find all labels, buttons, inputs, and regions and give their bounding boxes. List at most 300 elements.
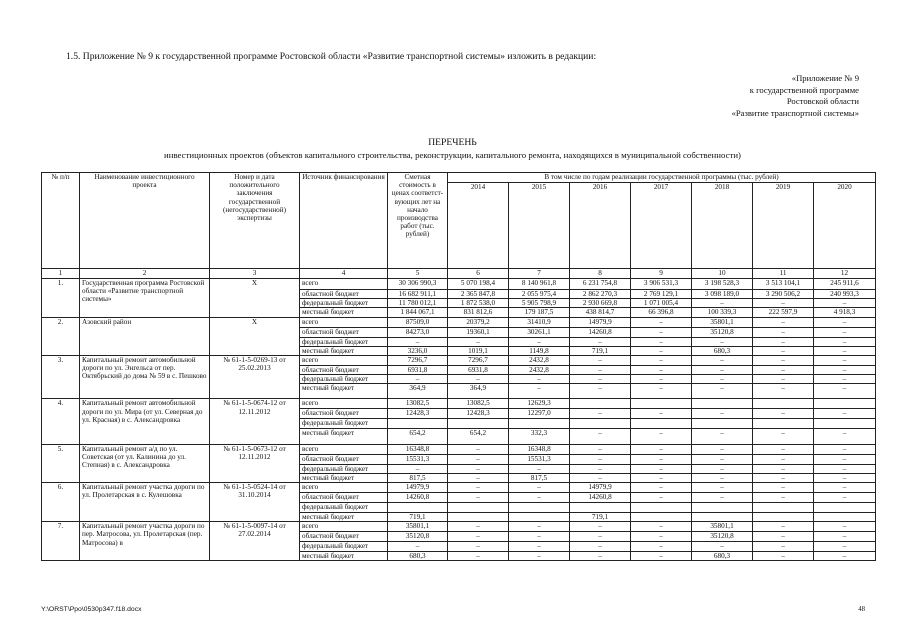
cost-cell: 14979,9 <box>388 483 448 493</box>
funding-source: областной бюджет <box>300 290 388 299</box>
year-value-cell: – <box>631 552 692 561</box>
year-value-cell <box>570 399 631 409</box>
funding-source: федеральный бюджет <box>300 464 388 473</box>
year-value-cell: – <box>692 493 753 503</box>
year-value-cell: – <box>570 428 631 444</box>
year-value-cell: – <box>631 483 692 493</box>
column-numbers-row <box>42 269 876 279</box>
year-value-cell: – <box>814 483 876 493</box>
year-value-cell: 2 930 669,8 <box>570 299 631 308</box>
year-value-cell: – <box>448 464 509 473</box>
year-value-cell: – <box>570 356 631 366</box>
year-value-cell: – <box>631 532 692 542</box>
year-value-cell: – <box>570 464 631 473</box>
year-value-cell: – <box>753 522 814 532</box>
year-value-cell: – <box>631 473 692 482</box>
appendix-line: «Приложение № 9 <box>791 73 859 83</box>
year-value-cell: 5 905 798,9 <box>509 299 570 308</box>
year-value-cell: – <box>448 532 509 542</box>
header-year: 2020 <box>814 183 876 269</box>
year-value-cell <box>753 513 814 522</box>
year-value-cell: – <box>509 522 570 532</box>
year-value-cell: – <box>692 473 753 482</box>
year-value-cell: – <box>631 428 692 444</box>
year-value-cell: – <box>509 532 570 542</box>
funding-source: местный бюджет <box>300 346 388 355</box>
year-value-cell: – <box>631 366 692 375</box>
column-number: 6 <box>448 269 509 279</box>
year-value-cell: 3 198 528,3 <box>692 279 753 290</box>
project-name: Капитальный ремонт автомобильной дороги по ул. Мира (от ул. Северная до ул. Красная) в с. Александровка <box>80 399 210 444</box>
year-value-cell: – <box>753 356 814 366</box>
year-value-cell: – <box>753 483 814 493</box>
year-value-cell: – <box>631 542 692 552</box>
appendix-heading <box>639 73 859 119</box>
cost-cell: – <box>388 337 448 346</box>
header-year: 2017 <box>631 183 692 269</box>
year-value-cell <box>570 419 631 428</box>
column-number: 12 <box>814 269 876 279</box>
funding-source: всего <box>300 279 388 290</box>
year-value-cell: 2432,8 <box>509 366 570 375</box>
year-value-cell: – <box>753 366 814 375</box>
year-value-cell: – <box>448 337 509 346</box>
year-value-cell: – <box>753 346 814 355</box>
year-value-cell: 3 513 104,1 <box>753 279 814 290</box>
year-value-cell <box>814 419 876 428</box>
year-value-cell: 19360,1 <box>448 327 509 337</box>
funding-source: местный бюджет <box>300 552 388 561</box>
year-value-cell: – <box>814 532 876 542</box>
year-value-cell <box>448 419 509 428</box>
project-expertise: № 61-1-5-0674-12 от 12.11.2012 <box>210 399 300 444</box>
project-name: Капитальный ремонт автомобильной дороги по ул. Энгельса от пер. Октябрьский до дома № 59 в с. Пешково <box>80 356 210 399</box>
project-expertise: № 61-1-5-0097-14 от 27.02.2014 <box>210 522 300 561</box>
funding-source: федеральный бюджет <box>300 503 388 513</box>
project-number: 5. <box>42 444 80 482</box>
year-value-cell <box>692 419 753 428</box>
year-value-cell: 817,5 <box>509 473 570 482</box>
cost-cell: – <box>388 464 448 473</box>
year-value-cell: – <box>753 532 814 542</box>
cost-cell: 364,9 <box>388 384 448 399</box>
year-value-cell <box>509 503 570 513</box>
year-value-cell: – <box>570 542 631 552</box>
year-value-cell: – <box>814 346 876 355</box>
cost-cell: 3236,0 <box>388 346 448 355</box>
year-value-cell: 35120,8 <box>692 327 753 337</box>
year-value-cell: – <box>692 375 753 384</box>
year-value-cell: 35801,1 <box>692 522 753 532</box>
year-value-cell <box>631 513 692 522</box>
year-value-cell: 438 814,7 <box>570 308 631 317</box>
year-value-cell: – <box>631 454 692 464</box>
year-value-cell: 3 906 531,3 <box>631 279 692 290</box>
project-expertise: Х <box>210 317 300 355</box>
year-value-cell: – <box>448 454 509 464</box>
year-value-cell: 1149,8 <box>509 346 570 355</box>
header-name: Наименование инвестиционного проекта <box>80 173 210 269</box>
funding-source: федеральный бюджет <box>300 542 388 552</box>
year-value-cell: 1 071 005,4 <box>631 299 692 308</box>
year-value-cell: – <box>509 464 570 473</box>
year-value-cell: – <box>448 552 509 561</box>
footer-page-number: 48 <box>858 606 865 613</box>
year-value-cell <box>570 503 631 513</box>
year-value-cell: – <box>570 366 631 375</box>
year-value-cell: 719,1 <box>570 513 631 522</box>
year-value-cell: – <box>448 522 509 532</box>
year-value-cell: 12297,0 <box>509 409 570 419</box>
funding-source: всего <box>300 444 388 454</box>
year-value-cell: – <box>570 532 631 542</box>
funding-source: всего <box>300 317 388 327</box>
column-number: 1 <box>42 269 80 279</box>
year-value-cell: – <box>753 473 814 482</box>
table-row <box>42 522 876 532</box>
year-value-cell: – <box>570 552 631 561</box>
funding-source: областной бюджет <box>300 366 388 375</box>
header-source: Источник финансирования <box>300 173 388 269</box>
year-value-cell: 364,9 <box>448 384 509 399</box>
year-value-cell: – <box>448 375 509 384</box>
year-value-cell: – <box>509 375 570 384</box>
year-value-cell: 1019,1 <box>448 346 509 355</box>
year-value-cell: 35801,1 <box>692 317 753 327</box>
year-value-cell: – <box>631 346 692 355</box>
year-value-cell <box>814 399 876 409</box>
year-value-cell: 13082,5 <box>448 399 509 409</box>
year-value-cell: – <box>753 327 814 337</box>
funding-source: областной бюджет <box>300 454 388 464</box>
year-value-cell: 30261,1 <box>509 327 570 337</box>
year-value-cell <box>814 503 876 513</box>
funding-source: областной бюджет <box>300 493 388 503</box>
year-value-cell: – <box>631 409 692 419</box>
year-value-cell: 240 993,3 <box>814 290 876 299</box>
year-value-cell: – <box>570 337 631 346</box>
year-value-cell: 2 769 129,1 <box>631 290 692 299</box>
cost-cell: 680,3 <box>388 552 448 561</box>
year-value-cell: – <box>753 375 814 384</box>
year-value-cell: – <box>753 444 814 454</box>
year-value-cell: – <box>814 493 876 503</box>
year-value-cell: 5 070 198,4 <box>448 279 509 290</box>
year-value-cell: – <box>814 542 876 552</box>
year-value-cell: – <box>814 552 876 561</box>
year-value-cell: – <box>448 444 509 454</box>
document-subtitle: инвестиционных проектов (объектов капитального строительства, реконструкции, капитального ремонта, находящихся в муниципальной собственности) <box>164 150 741 160</box>
column-number: 3 <box>210 269 300 279</box>
year-value-cell: – <box>814 522 876 532</box>
year-value-cell: 719,1 <box>570 346 631 355</box>
year-value-cell: – <box>814 299 876 308</box>
project-name: Государственная программа Ростовской области «Развитие транспортной системы» <box>80 279 210 318</box>
year-value-cell: 654,2 <box>448 428 509 444</box>
year-value-cell: 4 918,3 <box>814 308 876 317</box>
cost-cell: 35801,1 <box>388 522 448 532</box>
year-value-cell <box>448 503 509 513</box>
year-value-cell: – <box>753 428 814 444</box>
project-number: 6. <box>42 483 80 522</box>
year-value-cell: – <box>753 542 814 552</box>
year-value-cell: – <box>692 337 753 346</box>
year-value-cell: – <box>570 454 631 464</box>
cost-cell: 15531,3 <box>388 454 448 464</box>
funding-source: областной бюджет <box>300 327 388 337</box>
year-value-cell: – <box>509 384 570 399</box>
header-year: 2018 <box>692 183 753 269</box>
appendix-line: к государственной программе <box>749 84 859 95</box>
year-value-cell: 14260,8 <box>570 327 631 337</box>
year-value-cell: 2 862 270,3 <box>570 290 631 299</box>
year-value-cell: – <box>570 384 631 399</box>
project-expertise: № 61-1-5-0269-13 от 25.02.2013 <box>210 356 300 399</box>
column-number: 5 <box>388 269 448 279</box>
funding-source: федеральный бюджет <box>300 419 388 428</box>
cost-cell: 12428,3 <box>388 409 448 419</box>
year-value-cell <box>509 419 570 428</box>
funding-source: всего <box>300 522 388 532</box>
project-number: 4. <box>42 399 80 444</box>
year-value-cell: 680,3 <box>692 346 753 355</box>
funding-source: всего <box>300 399 388 409</box>
year-value-cell: – <box>753 552 814 561</box>
year-value-cell: – <box>631 444 692 454</box>
year-value-cell: – <box>631 493 692 503</box>
year-value-cell: – <box>692 366 753 375</box>
year-value-cell: 12428,3 <box>448 409 509 419</box>
year-value-cell: 179 187,5 <box>509 308 570 317</box>
column-number: 9 <box>631 269 692 279</box>
table-row <box>42 279 876 290</box>
header-year: 2015 <box>509 183 570 269</box>
year-value-cell: 2 055 975,4 <box>509 290 570 299</box>
year-value-cell: 35120,8 <box>692 532 753 542</box>
year-value-cell: – <box>509 483 570 493</box>
year-value-cell <box>753 503 814 513</box>
year-value-cell: – <box>692 409 753 419</box>
cost-cell: – <box>388 375 448 384</box>
year-value-cell: – <box>692 464 753 473</box>
year-value-cell: 7296,7 <box>448 356 509 366</box>
intro-paragraph: 1.5. Приложение № 9 к государственной программе Ростовской области «Развитие транспортной системы» изложить в редакции: <box>66 51 597 62</box>
year-value-cell: – <box>570 473 631 482</box>
year-value-cell: – <box>814 327 876 337</box>
year-value-cell: – <box>692 542 753 552</box>
year-value-cell: – <box>631 464 692 473</box>
year-value-cell: 12629,3 <box>509 399 570 409</box>
year-value-cell: – <box>814 375 876 384</box>
year-value-cell <box>509 513 570 522</box>
project-name: Капитальный ремонт участка дороги по пер. Матросова, ул. Пролетарская (пер. Матросова) в <box>80 522 210 561</box>
appendix-line: «Развитие транспортной системы» <box>731 107 859 118</box>
year-value-cell: – <box>631 317 692 327</box>
funding-source: местный бюджет <box>300 308 388 317</box>
funding-source: местный бюджет <box>300 513 388 522</box>
year-value-cell: – <box>448 483 509 493</box>
year-value-cell: 680,3 <box>692 552 753 561</box>
funding-source: федеральный бюджет <box>300 375 388 384</box>
cost-cell: – <box>388 542 448 552</box>
cost-cell: 30 306 990,3 <box>388 279 448 290</box>
cost-cell: 719,1 <box>388 513 448 522</box>
year-value-cell: – <box>509 337 570 346</box>
cost-cell <box>388 503 448 513</box>
year-value-cell: 8 140 961,8 <box>509 279 570 290</box>
year-value-cell: – <box>814 384 876 399</box>
year-value-cell: 14979,9 <box>570 317 631 327</box>
column-number: 4 <box>300 269 388 279</box>
year-value-cell: 16348,8 <box>509 444 570 454</box>
project-name: Капитальный ремонт участка дороги по ул. Пролетарская в с. Кулешовка <box>80 483 210 522</box>
year-value-cell: – <box>753 464 814 473</box>
year-value-cell: 14260,8 <box>570 493 631 503</box>
year-value-cell: – <box>753 409 814 419</box>
year-value-cell: – <box>692 384 753 399</box>
year-value-cell: 3 290 506,2 <box>753 290 814 299</box>
year-value-cell: – <box>570 375 631 384</box>
year-value-cell: – <box>814 444 876 454</box>
year-value-cell <box>692 513 753 522</box>
year-value-cell: 222 597,9 <box>753 308 814 317</box>
year-value-cell: 2432,8 <box>509 356 570 366</box>
year-value-cell: 1 872 538,0 <box>448 299 509 308</box>
header-years-group: В том числе по годам реализации государственной программы (тыс. рублей) <box>448 173 876 183</box>
year-value-cell <box>692 399 753 409</box>
year-value-cell: – <box>692 428 753 444</box>
column-number: 10 <box>692 269 753 279</box>
year-value-cell: – <box>570 409 631 419</box>
cost-cell: 87509,0 <box>388 317 448 327</box>
cost-cell: 13082,5 <box>388 399 448 409</box>
project-number: 1. <box>42 279 80 318</box>
funding-source: областной бюджет <box>300 409 388 419</box>
year-value-cell: 6931,8 <box>448 366 509 375</box>
year-value-cell: 31410,9 <box>509 317 570 327</box>
cost-cell: 14260,8 <box>388 493 448 503</box>
year-value-cell: – <box>448 542 509 552</box>
year-value-cell: – <box>631 327 692 337</box>
cost-cell: 7296,7 <box>388 356 448 366</box>
header-year: 2014 <box>448 183 509 269</box>
year-value-cell: – <box>814 337 876 346</box>
year-value-cell: 20379,2 <box>448 317 509 327</box>
year-value-cell: 2 365 847,8 <box>448 290 509 299</box>
year-value-cell: – <box>753 454 814 464</box>
project-name: Азовский район <box>80 317 210 355</box>
year-value-cell: – <box>631 384 692 399</box>
funding-source: областной бюджет <box>300 532 388 542</box>
year-value-cell: – <box>692 483 753 493</box>
year-value-cell: 15531,3 <box>509 454 570 464</box>
cost-cell <box>388 419 448 428</box>
year-value-cell: 245 911,6 <box>814 279 876 290</box>
year-value-cell: – <box>814 464 876 473</box>
header-expertise: Номер и дата положительного заключения государственной (негосударственной) экспертизы <box>210 173 300 269</box>
year-value-cell: 100 339,3 <box>692 308 753 317</box>
year-value-cell: 14979,9 <box>570 483 631 493</box>
year-value-cell: – <box>509 552 570 561</box>
table-row <box>42 399 876 409</box>
year-value-cell: – <box>631 356 692 366</box>
year-value-cell: – <box>814 317 876 327</box>
column-number: 2 <box>80 269 210 279</box>
year-value-cell: – <box>814 356 876 366</box>
funding-source: местный бюджет <box>300 428 388 444</box>
year-value-cell: – <box>631 522 692 532</box>
year-value-cell <box>692 503 753 513</box>
column-number: 7 <box>509 269 570 279</box>
year-value-cell <box>631 399 692 409</box>
funding-source: местный бюджет <box>300 384 388 399</box>
year-value-cell <box>448 513 509 522</box>
project-number: 7. <box>42 522 80 561</box>
cost-cell: 16 682 911,1 <box>388 290 448 299</box>
year-value-cell: – <box>814 409 876 419</box>
year-value-cell: – <box>692 356 753 366</box>
funding-source: всего <box>300 356 388 366</box>
header-num: № п/п <box>42 173 80 269</box>
year-value-cell <box>814 513 876 522</box>
cost-cell: 84273,0 <box>388 327 448 337</box>
cost-cell: 11 780 012,1 <box>388 299 448 308</box>
year-value-cell: 66 396,8 <box>631 308 692 317</box>
year-value-cell: – <box>570 522 631 532</box>
table-row <box>42 483 876 493</box>
year-value-cell: – <box>814 454 876 464</box>
header-year: 2019 <box>753 183 814 269</box>
funding-source: федеральный бюджет <box>300 299 388 308</box>
year-value-cell: – <box>814 473 876 482</box>
header-year: 2016 <box>570 183 631 269</box>
funding-source: федеральный бюджет <box>300 337 388 346</box>
funding-source: местный бюджет <box>300 473 388 482</box>
project-expertise: № 61-1-5-0524-14 от 31.10.2014 <box>210 483 300 522</box>
year-value-cell: 831 812,6 <box>448 308 509 317</box>
year-value-cell <box>631 503 692 513</box>
year-value-cell: – <box>692 454 753 464</box>
project-number: 3. <box>42 356 80 399</box>
document-title: ПЕРЕЧЕНЬ <box>428 137 477 148</box>
table-row <box>42 317 876 327</box>
column-number: 8 <box>570 269 631 279</box>
year-value-cell: – <box>631 337 692 346</box>
table-row <box>42 444 876 454</box>
year-value-cell: – <box>692 299 753 308</box>
cost-cell: 6931,8 <box>388 366 448 375</box>
year-value-cell: 332,3 <box>509 428 570 444</box>
project-expertise: Х <box>210 279 300 318</box>
projects-body <box>42 279 876 561</box>
year-value-cell: – <box>448 493 509 503</box>
projects-table <box>41 172 876 561</box>
year-value-cell <box>753 399 814 409</box>
appendix-line: Ростовской области <box>786 96 859 107</box>
cost-cell: 1 844 067,1 <box>388 308 448 317</box>
year-value-cell: – <box>692 444 753 454</box>
year-value-cell: – <box>509 493 570 503</box>
year-value-cell: – <box>570 444 631 454</box>
year-value-cell: – <box>814 428 876 444</box>
project-number: 2. <box>42 317 80 355</box>
year-value-cell: – <box>448 473 509 482</box>
year-value-cell: – <box>753 384 814 399</box>
year-value-cell: – <box>814 366 876 375</box>
project-expertise: № 61-1-5-0673-12 от 12.11.2012 <box>210 444 300 482</box>
column-number: 11 <box>753 269 814 279</box>
cost-cell: 16348,8 <box>388 444 448 454</box>
